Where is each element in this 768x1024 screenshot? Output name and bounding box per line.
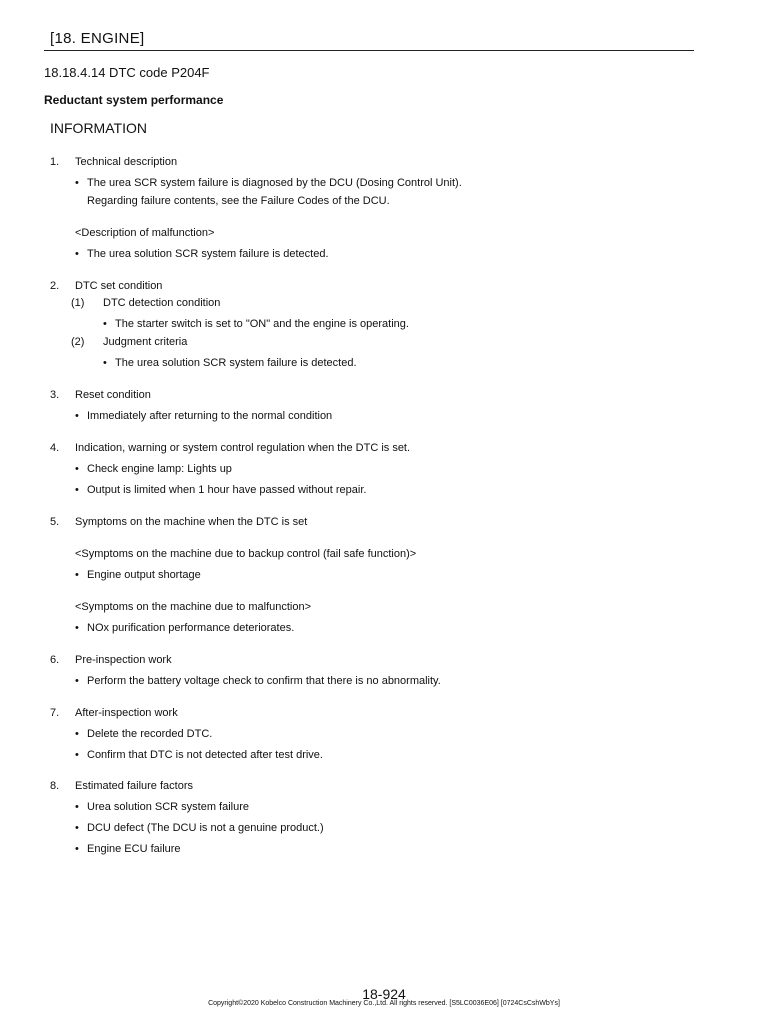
- item-3-number: 3.: [50, 389, 60, 401]
- bullet-icon: •: [103, 357, 107, 369]
- item-7-number: 7.: [50, 707, 60, 719]
- bullet-icon: •: [75, 749, 79, 761]
- section-subtitle: Reductant system performance: [44, 93, 224, 107]
- item-1-subheading: <Description of malfunction>: [75, 227, 215, 239]
- item-7-bullet-2: Confirm that DTC is not detected after test drive.: [87, 749, 323, 761]
- item-3-bullet-1: Immediately after returning to the normal condition: [87, 410, 333, 422]
- item-6-number: 6.: [50, 654, 60, 666]
- bullet-icon: •: [75, 822, 79, 834]
- item-1-bullet-2: The urea solution SCR system failure is detected.: [87, 248, 329, 260]
- item-2-title: DTC set condition: [75, 280, 163, 292]
- item-5-bullet-1: Engine output shortage: [87, 569, 201, 581]
- item-2-sub-2-title: Judgment criteria: [103, 336, 188, 348]
- bullet-icon: •: [75, 484, 79, 496]
- bullet-icon: •: [75, 569, 79, 581]
- bullet-icon: •: [75, 675, 79, 687]
- item-4-bullet-1: Check engine lamp: Lights up: [87, 463, 232, 475]
- bullet-icon: •: [75, 801, 79, 813]
- item-8-bullet-3: Engine ECU failure: [87, 843, 181, 855]
- item-4-title: Indication, warning or system control regulation when the DTC is set.: [75, 442, 411, 454]
- item-5-number: 5.: [50, 516, 60, 528]
- bullet-icon: •: [75, 177, 79, 189]
- item-2-number: 2.: [50, 280, 60, 292]
- item-5-subheading-2: <Symptoms on the machine due to malfunction>: [75, 601, 312, 613]
- bullet-icon: •: [103, 318, 107, 330]
- item-7-bullet-1: Delete the recorded DTC.: [87, 728, 213, 740]
- item-2-sub-2-number: (2): [71, 336, 85, 348]
- bullet-icon: •: [75, 843, 79, 855]
- bullet-icon: •: [75, 248, 79, 260]
- item-1-title: Technical description: [75, 156, 178, 168]
- item-4-number: 4.: [50, 442, 60, 454]
- section-code: 18.18.4.14 DTC code P204F: [44, 65, 210, 80]
- chapter-header: [18. ENGINE]: [50, 30, 145, 47]
- item-8-title: Estimated failure factors: [75, 780, 193, 792]
- item-5-bullet-2: NOx purification performance deteriorates.: [87, 622, 295, 634]
- bullet-icon: •: [75, 463, 79, 475]
- item-4-bullet-2: Output is limited when 1 hour have passed without repair.: [87, 484, 367, 496]
- item-1-number: 1.: [50, 156, 60, 168]
- bullet-icon: •: [75, 728, 79, 740]
- bullet-icon: •: [75, 622, 79, 634]
- bullet-icon: •: [75, 410, 79, 422]
- item-7-title: After-inspection work: [75, 707, 178, 719]
- page-number: 18-924: [362, 986, 406, 1002]
- item-8-number: 8.: [50, 780, 60, 792]
- copyright-notice: Copyright©2020 Kobelco Construction Machinery Co.,Ltd. All rights reserved. [S5LC0036E06] [0724CsCshWbYs]: [208, 1000, 560, 1007]
- item-2-sub-1-number: (1): [71, 297, 85, 309]
- item-2-sub-2-bullet: The urea solution SCR system failure is detected.: [115, 357, 357, 369]
- item-5-subheading-1: <Symptoms on the machine due to backup control (fail safe function)>: [75, 548, 417, 560]
- item-8-bullet-2: DCU defect (The DCU is not a genuine product.): [87, 822, 324, 834]
- item-3-title: Reset condition: [75, 389, 151, 401]
- information-heading: INFORMATION: [50, 120, 147, 136]
- header-divider: [44, 50, 694, 51]
- item-6-bullet-1: Perform the battery voltage check to confirm that there is no abnormality.: [87, 675, 441, 687]
- item-2-sub-1-title: DTC detection condition: [103, 297, 221, 309]
- item-1-bullet-1-cont: Regarding failure contents, see the Failure Codes of the DCU.: [87, 195, 390, 207]
- item-6-title: Pre-inspection work: [75, 654, 172, 666]
- item-1-bullet-1: The urea SCR system failure is diagnosed by the DCU (Dosing Control Unit).: [87, 177, 462, 189]
- item-2-sub-1-bullet: The starter switch is set to "ON" and the engine is operating.: [115, 318, 409, 330]
- item-5-title: Symptoms on the machine when the DTC is set: [75, 516, 308, 528]
- item-8-bullet-1: Urea solution SCR system failure: [87, 801, 250, 813]
